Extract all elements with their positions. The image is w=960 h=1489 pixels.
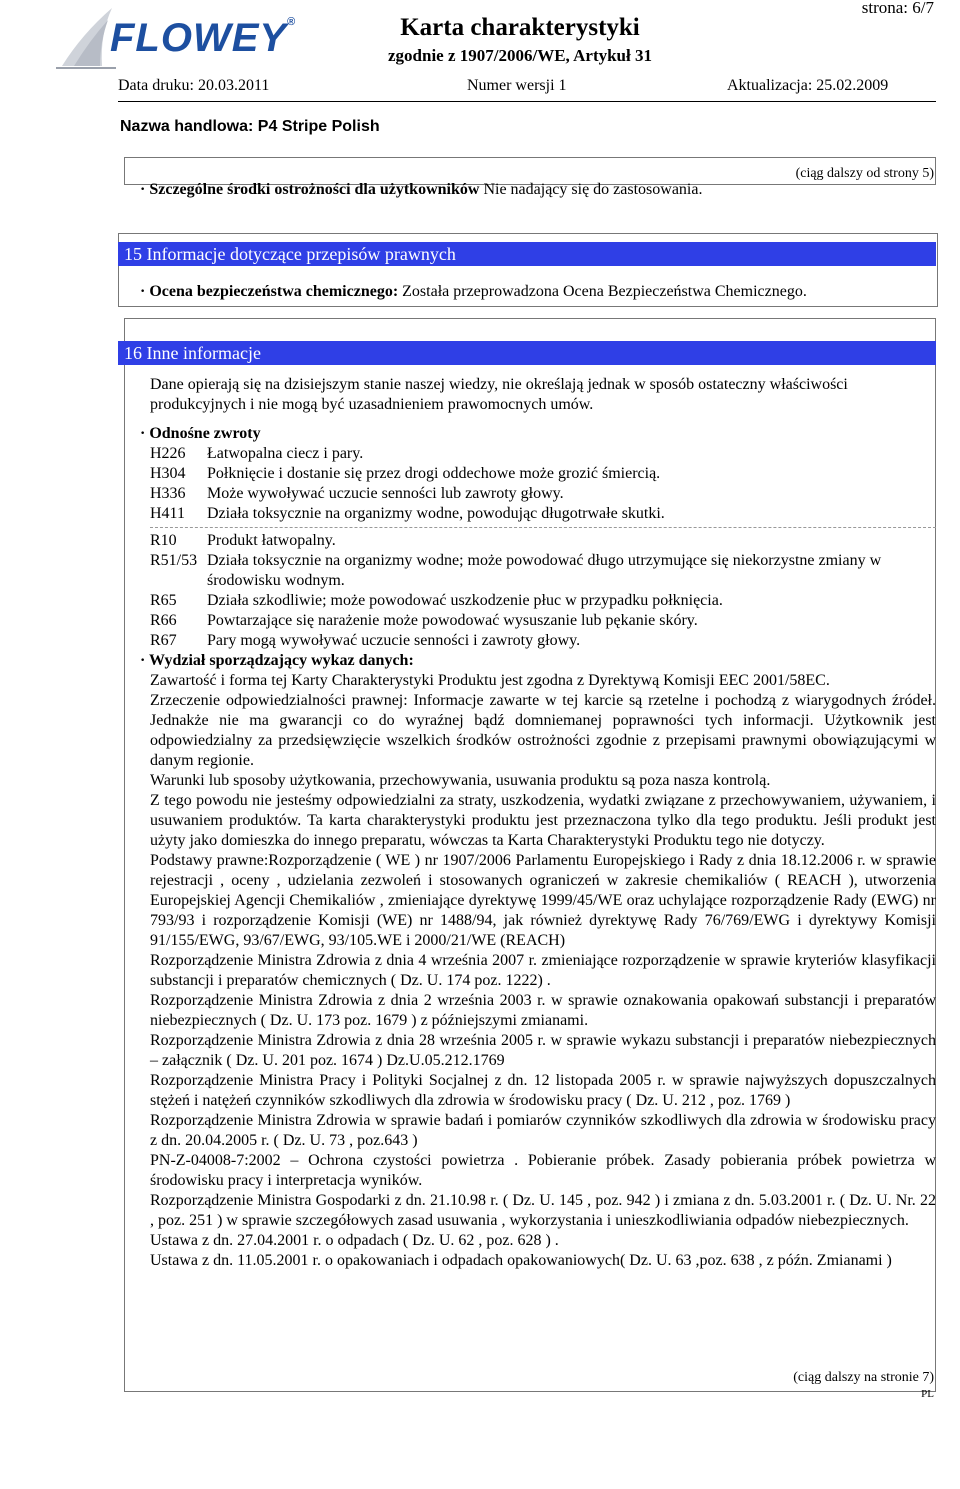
language-code: PL xyxy=(921,1388,934,1400)
paragraph: Zrzeczenie odpowiedzialności prawnej: Informacje zawarte w tej karcie są rzetelne i pochodzą z wiarygodnych źródeł. Jednakże nie ma gwarancji co do wyraźnej bądź domniemanej poprawności tych informacji. Użytkownik jest odpowiedzialny za przedsięwzięcie wszelkich środków ostrożności zgodnie z przepisami prawnymi obowiązującymi w danym regionie. xyxy=(150,692,936,769)
h-phrase-row xyxy=(150,484,936,504)
precautions-value: Nie nadający się do zastosowania. xyxy=(479,181,703,198)
r-phrase-code: R67 xyxy=(150,632,177,649)
h-phrase-row xyxy=(150,464,936,484)
section-16-content xyxy=(140,375,936,1271)
r-phrases-list xyxy=(150,531,936,651)
product-name: Nazwa handlowa: P4 Stripe Polish xyxy=(120,118,380,135)
logo-wordmark: FLOWEY® xyxy=(110,16,297,60)
precautions-label: · Szczególne środki ostrożności dla użytkowników xyxy=(140,181,480,198)
r-phrase-text: Produkt łatwopalny. xyxy=(207,532,336,549)
paragraph: Rozporządzenie Ministra Pracy i Polityki Socjalnej z dn. 12 listopada 2005 r. w sprawie najwyższych dopuszczalnych stężeń i natężeń czynników szkodliwych dla zdrowia w środowisku pracy ( Dz. U. 212 , poz. 1769 ) xyxy=(150,1072,936,1109)
r-phrase-row xyxy=(150,551,936,591)
r-phrase-row xyxy=(150,611,936,631)
paragraph: Rozporządzenie Ministra Zdrowia z dnia 28 września 2005 r. w sprawie wykazu substancji i preparatów niebezpiecznych – załącznik ( Dz. U. 201 poz. 1674 ) Dz.U.05.212.1769 xyxy=(150,1032,936,1069)
r-phrase-row xyxy=(150,591,936,611)
r-phrase-code: R51/53 xyxy=(150,552,198,569)
intro-text: Dane opierają się na dzisiejszym stanie naszej wiedzy, nie określają jednak w sposób ostateczny właściwości produkcyjnych i nie mogą być uzasadnieniem prawomocnych umów. xyxy=(150,376,848,413)
version-number: Numer wersji 1 xyxy=(467,77,567,94)
flowey-logo xyxy=(52,4,312,70)
r-phrase-row xyxy=(150,631,936,651)
paragraph: Rozporządzenie Ministra Gospodarki z dn. 21.10.98 r. ( Dz. U. 145 , poz. 942 ) i zmiana z dn. 5.03.2001 r. ( Dz. U. Nr. 22 , poz. 251 ) w sprawie szczegółowych zasad usuwania , wykorzystania i unieszkodliwiania odpadów niebezpiecznych. xyxy=(150,1192,936,1229)
paragraph-list xyxy=(150,671,936,1271)
h-phrase-code: H336 xyxy=(150,485,186,502)
paragraph: Ustawa z dn. 27.04.2001 r. o odpadach ( Dz. U. 62 , poz. 628 ) . xyxy=(150,1232,559,1249)
print-date: Data druku: 20.03.2011 xyxy=(118,77,270,94)
r-phrase-text: Działa toksycznie na organizmy wodne; może powodować długo utrzymujące się niekorzystne zmiany w środowisku wodnym. xyxy=(207,552,882,589)
r-phrase-code: R66 xyxy=(150,612,177,629)
chemical-safety-value: Została przeprowadzona Ocena Bezpieczeństwa Chemicznego. xyxy=(398,283,807,300)
h-phrase-row xyxy=(150,444,936,464)
paragraph: Ustawa z dn. 11.05.2001 r. o opakowaniach i odpadach opakowaniowych( Dz. U. 63 ,poz. 638 , z późn. Zmianami ) xyxy=(150,1252,892,1269)
continuation-to: (ciąg dalszy na stronie 7) xyxy=(793,1370,934,1385)
h-phrase-code: H304 xyxy=(150,465,186,482)
h-phrase-text: Połknięcie i dostanie się przez drogi oddechowe może grozić śmiercią. xyxy=(207,465,661,482)
r-phrase-code: R65 xyxy=(150,592,177,609)
r-phrase-text: Pary mogą wywoływać uczucie senności i zawroty głowy. xyxy=(207,632,581,649)
h-phrase-text: Może wywoływać uczucie senności lub zawroty głowy. xyxy=(207,485,564,502)
h-phrase-code: H411 xyxy=(150,505,185,522)
paragraph: Rozporządzenie Ministra Zdrowia z dnia 2 września 2003 r. w sprawie oznakowania opakowań substancji i preparatów niebezpiecznych ( Dz. U. 173 poz. 1679 ) z późniejszymi zmianami. xyxy=(150,992,936,1029)
r-phrase-row xyxy=(150,531,936,551)
page-number: strona: 6/7 xyxy=(861,0,934,17)
department-label: · Wydział sporządzający wykaz danych: xyxy=(140,652,414,669)
document-title: Karta charakterystyki xyxy=(400,14,640,41)
r-phrase-text: Działa szkodliwie; może powodować uszkodzenie płuc w przypadku połknięcia. xyxy=(207,592,723,609)
paragraph: Rozporządzenie Ministra Zdrowia w sprawie badań i pomiarów czynników szkodliwych dla zdrowia w środowisku pracy z dn. 20.04.2005 r. ( Dz. U. 73 , poz.643 ) xyxy=(150,1112,936,1149)
precautions-line xyxy=(140,180,702,200)
paragraph: Rozporządzenie Ministra Zdrowia z dnia 4 września 2007 r. zmieniające rozporządzenie w sprawie kryteriów klasyfikacji substancji i preparatów chemicznych ( Dz. U. 174 poz. 1222) . xyxy=(150,952,936,989)
r-phrase-code: R10 xyxy=(150,532,177,549)
h-phrases-list xyxy=(150,444,936,524)
chemical-safety-line xyxy=(140,282,807,302)
h-phrase-text: Łatwopalna ciecz i pary. xyxy=(207,445,364,462)
paragraph: Warunki lub sposoby użytkowania, przechowywania, usuwania produktu są poza nasza kontrolą. xyxy=(150,772,771,789)
header-divider xyxy=(118,101,936,102)
paragraph: Zawartość i forma tej Karty Charakterystyki Produktu jest zgodna z Dyrektywą Komisji EEC 2001/58EC. xyxy=(150,672,830,689)
chemical-safety-label: · Ocena bezpieczeństwa chemicznego: xyxy=(140,283,399,300)
h-phrase-text: Działa toksycznie na organizmy wodne, powodując długotrwałe skutki. xyxy=(207,505,665,522)
r-phrase-text: Powtarzające się narażenie może powodować wysuszanie lub pękanie skóry. xyxy=(207,612,698,629)
phrases-label: · Odnośne zwroty xyxy=(140,425,261,442)
paragraph: Z tego powodu nie jesteśmy odpowiedzialni za straty, uszkodzenia, wydatki związane z przechowywaniem, używaniem, i usuwaniem produktów. Ta karta charakterystyki produktu jest przeznaczona tylko dla tego produktu. Jeśli produkt jest użyty jako domieszka do innego preparatu, wówczas ta Karta Charakterystyki Produktu tego nie dotyczy. xyxy=(150,792,936,849)
update-date: Aktualizacja: 25.02.2009 xyxy=(727,77,889,94)
continuation-from: (ciąg dalszy od strony 5) xyxy=(795,166,934,181)
section-16-title: 16 Inne informacje xyxy=(118,341,936,365)
phrases-divider xyxy=(150,527,936,528)
h-phrase-code: H226 xyxy=(150,445,186,462)
document-subtitle: zgodnie z 1907/2006/WE, Artykuł 31 xyxy=(388,46,652,65)
h-phrase-row xyxy=(150,504,936,524)
paragraph: Podstawy prawne:Rozporządzenie ( WE ) nr 1907/2006 Parlamentu Europejskiego i Rady z dnia 18.12.2006 r. w sprawie rejestracji , oceny , udzielania zezwoleń i stosowanych ograniczeń w zakresie chemikaliów ( REACH ), utworzenia Europejskiej Agencji Chemikaliów , zmieniające dyrektywę 1999/45/WE oraz uchylające rozporządzenie Rady (EWG) nr 793/93 i rozporządzenie Komisji (WE) nr 1488/94, jak również dyrektywę Rady 76/769/EWG i dyrektywy Komisji 91/155/EWG, 93/67/EWG, 93/105.WE i 2000/21/WE (REACH) xyxy=(150,852,936,949)
paragraph: PN-Z-04008-7:2002 – Ochrona czystości powietrza . Pobieranie próbek. Zasady pobierania próbek powietrza w środowisku pracy i interpretacja wyników. xyxy=(150,1152,936,1189)
section-15-title: 15 Informacje dotyczące przepisów prawnych xyxy=(118,242,936,266)
